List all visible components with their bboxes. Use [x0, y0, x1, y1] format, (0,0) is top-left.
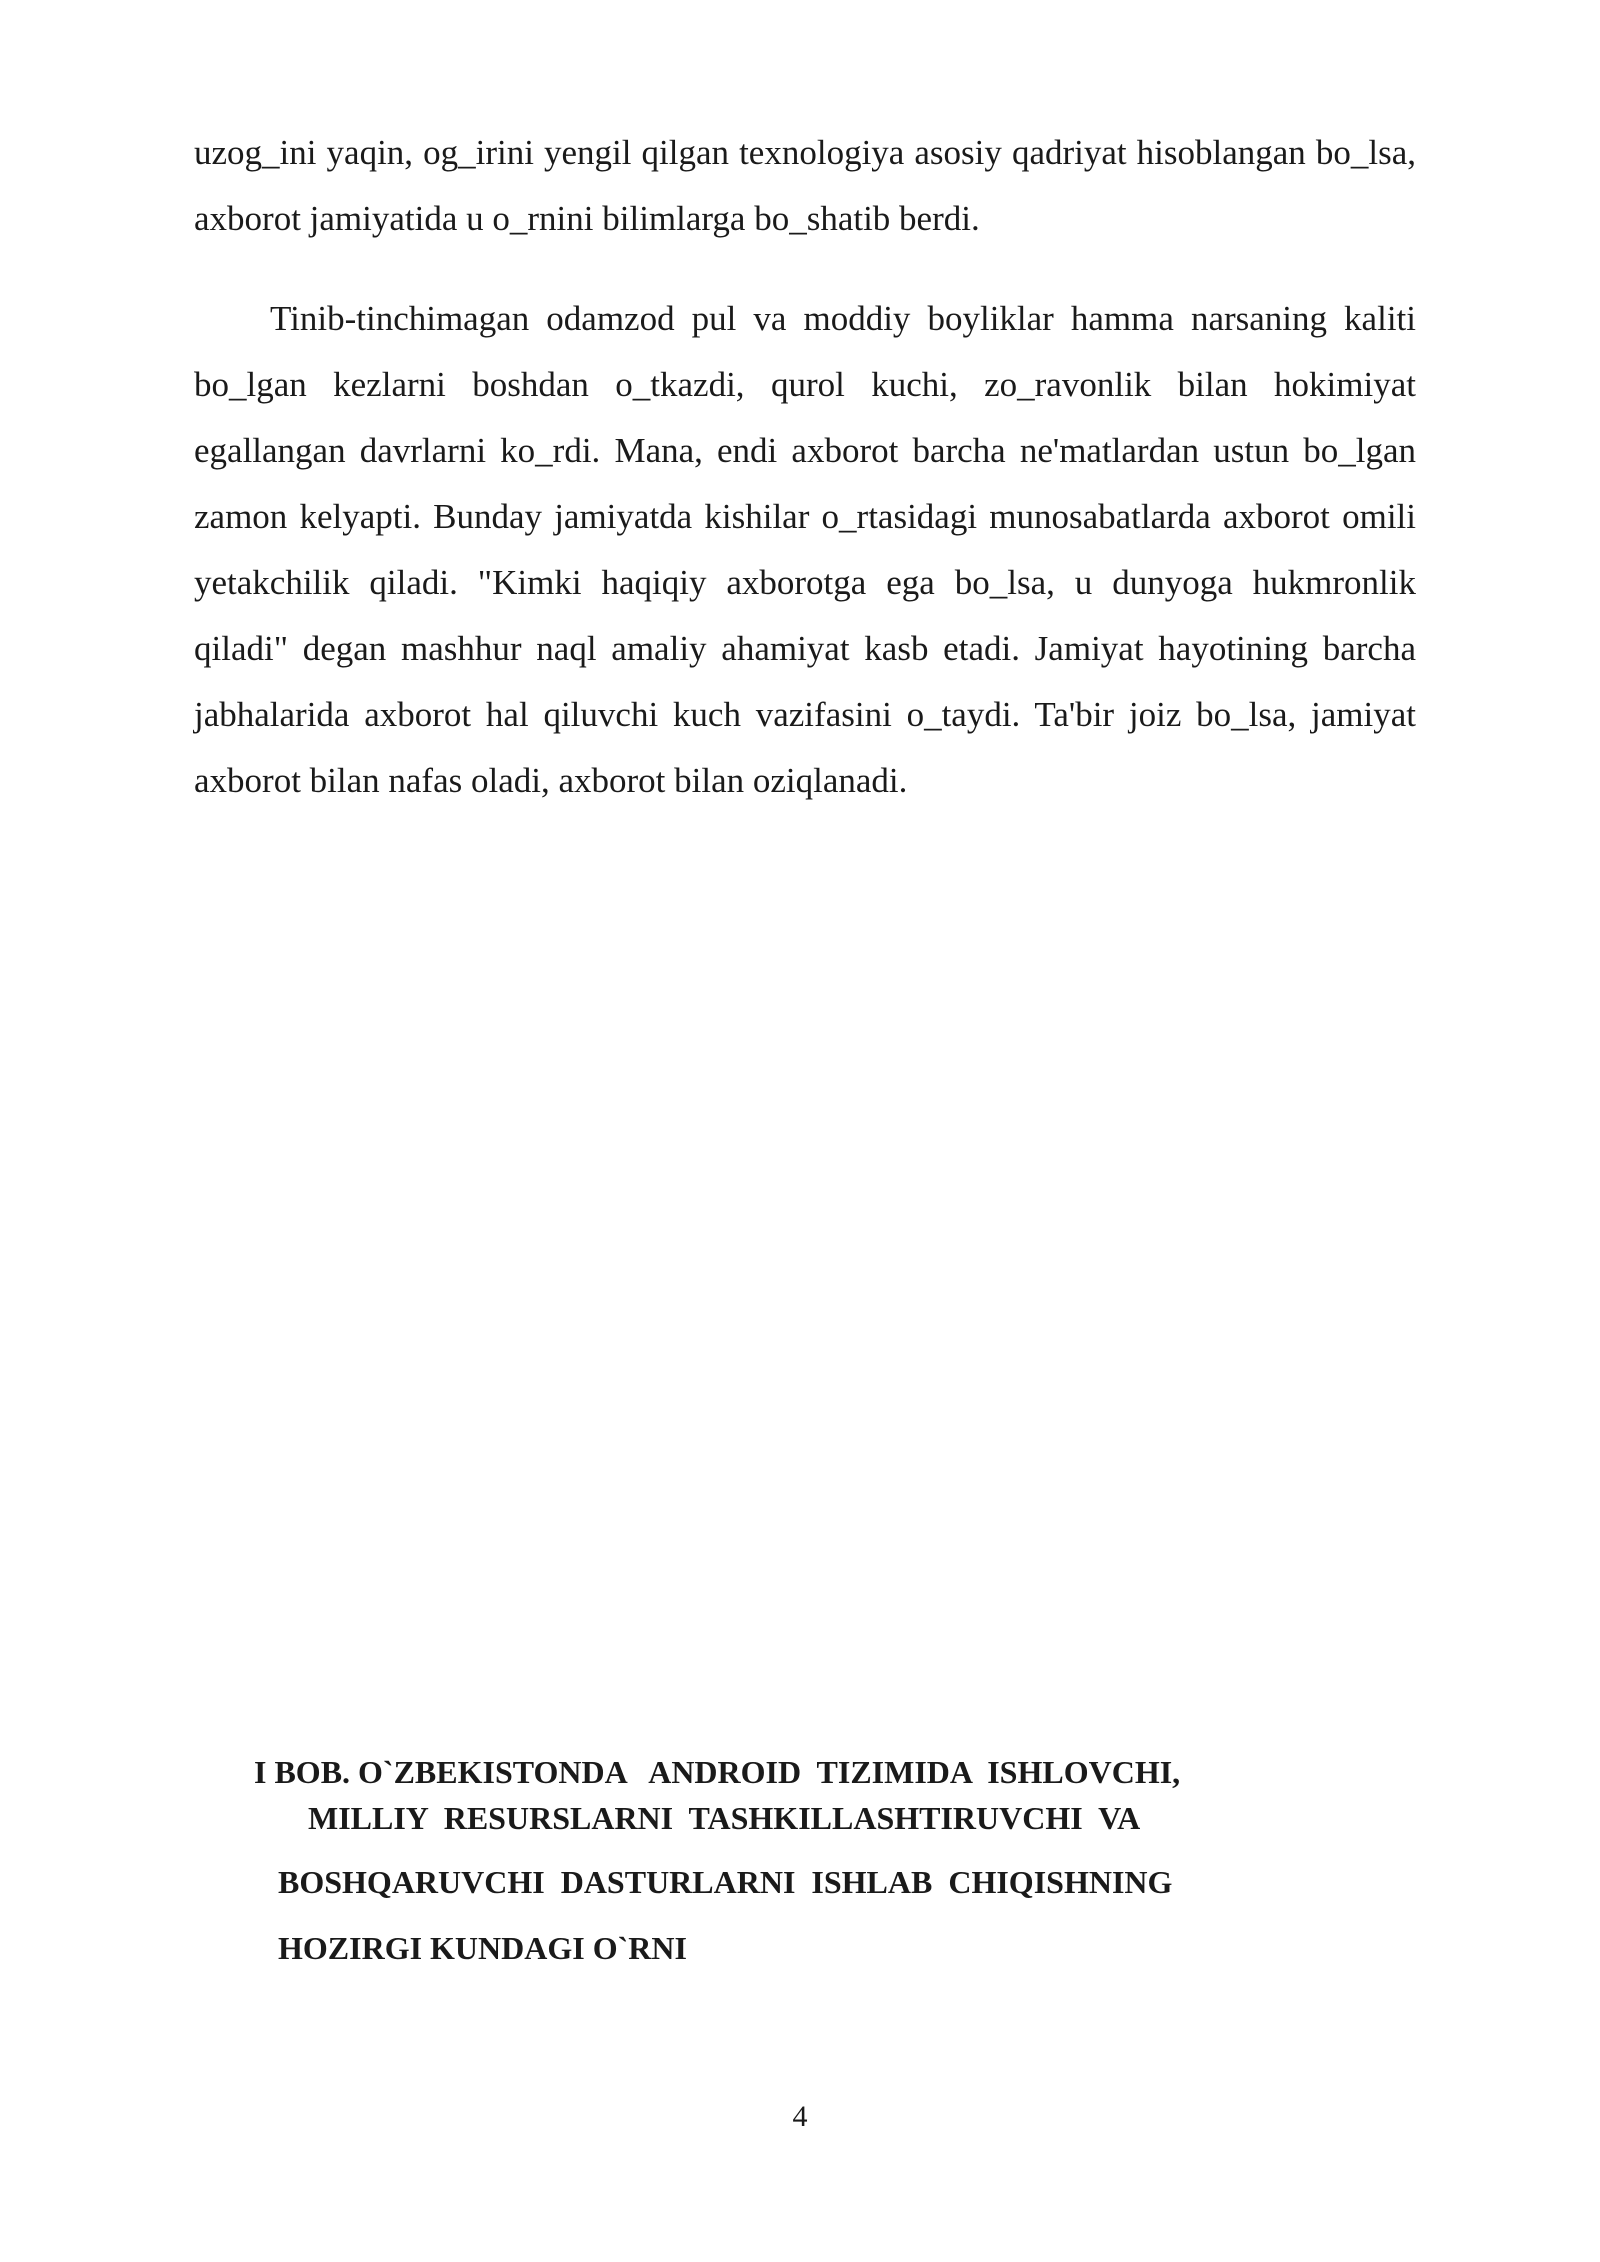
page-number: 4	[792, 2100, 808, 2133]
chapter-heading-line-1: I BOB. O`ZBEKISTONDA ANDROID TIZIMIDA ISHLOVCHI,	[254, 1754, 1181, 1790]
chapter-heading-line-2: MILLIY RESURSLARNI TASHKILLASHTIRUVCHI VA	[308, 1800, 1141, 1836]
chapter-heading-line-3: BOSHQARUVCHI DASTURLARNI ISHLAB CHIQISHNING	[278, 1864, 1173, 1900]
paragraph-continuation: uzog_ini yaqin, og_irini yengil qilgan texnologiya asosiy qadriyat hisoblangan bo_lsa, axborot jamiyatida u o_rnini bilimlarga bo_shatib berdi.	[194, 133, 1416, 238]
chapter-heading-line-4: HOZIRGI KUNDAGI O`RNI	[278, 1930, 687, 1966]
paragraph-information-society: Tinib-tinchimagan odamzod pul va moddiy boyliklar hamma narsaning kaliti bo_lgan kezlarni boshdan o_tkazdi, qurol kuchi, zo_ravonlik bilan hokimiyat egallangan davrlarni ko_rdi. Mana, endi axborot barcha ne'matlardan ustun bo_lgan zamon kelyapti. Bunday jamiyatda kishilar o_rtasidagi munosabatlarda axborot omili yetakchilik qiladi. "Kimki haqiqiy axborotga ega bo_lsa, u dunyoga hukmronlik qiladi" degan mashhur naql amaliy ahamiyat kasb etadi. Jamiyat hayotining barcha jabhalarida axborot hal qiluvchi kuch vazifasini o_taydi. Ta'bir joiz bo_lsa, jamiyat axborot bilan nafas oladi, axborot bilan oziqlanadi.	[194, 299, 1416, 800]
